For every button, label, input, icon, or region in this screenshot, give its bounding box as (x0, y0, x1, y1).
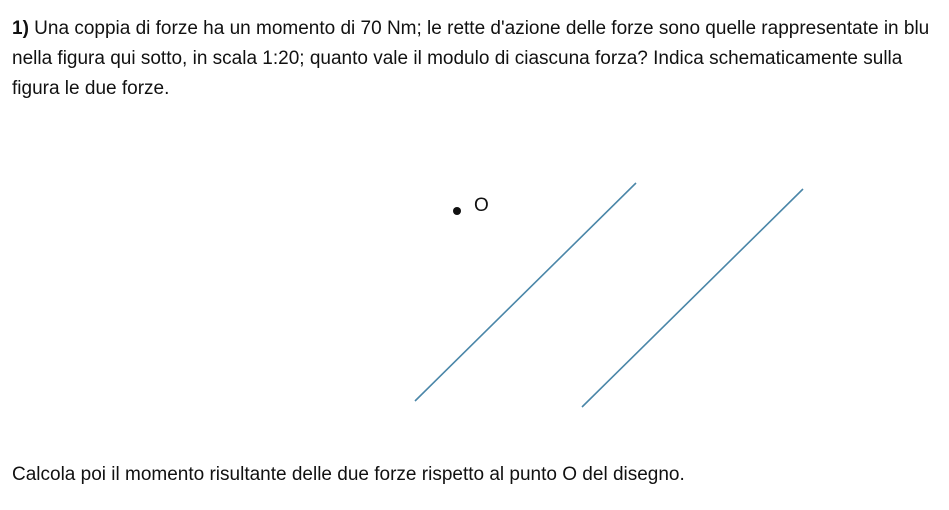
line-of-action-2 (582, 189, 803, 407)
line-of-action-1 (415, 183, 636, 401)
question-number: 1) (12, 18, 29, 39)
followup-text: Calcola poi il momento risultante delle due forze rispetto al punto O del disegno. (12, 464, 685, 485)
point-o-dot (453, 207, 461, 215)
point-o-label: O (474, 195, 489, 216)
question-body: Una coppia di forze ha un momento di 70 Nm; le rette d'azione delle forze sono quelle rappresentate in blu nella figura qui sotto, in scala 1:20; quanto vale il modulo di ciascuna forza? Indica schematicamente sulla figura le due forze. (12, 18, 930, 99)
